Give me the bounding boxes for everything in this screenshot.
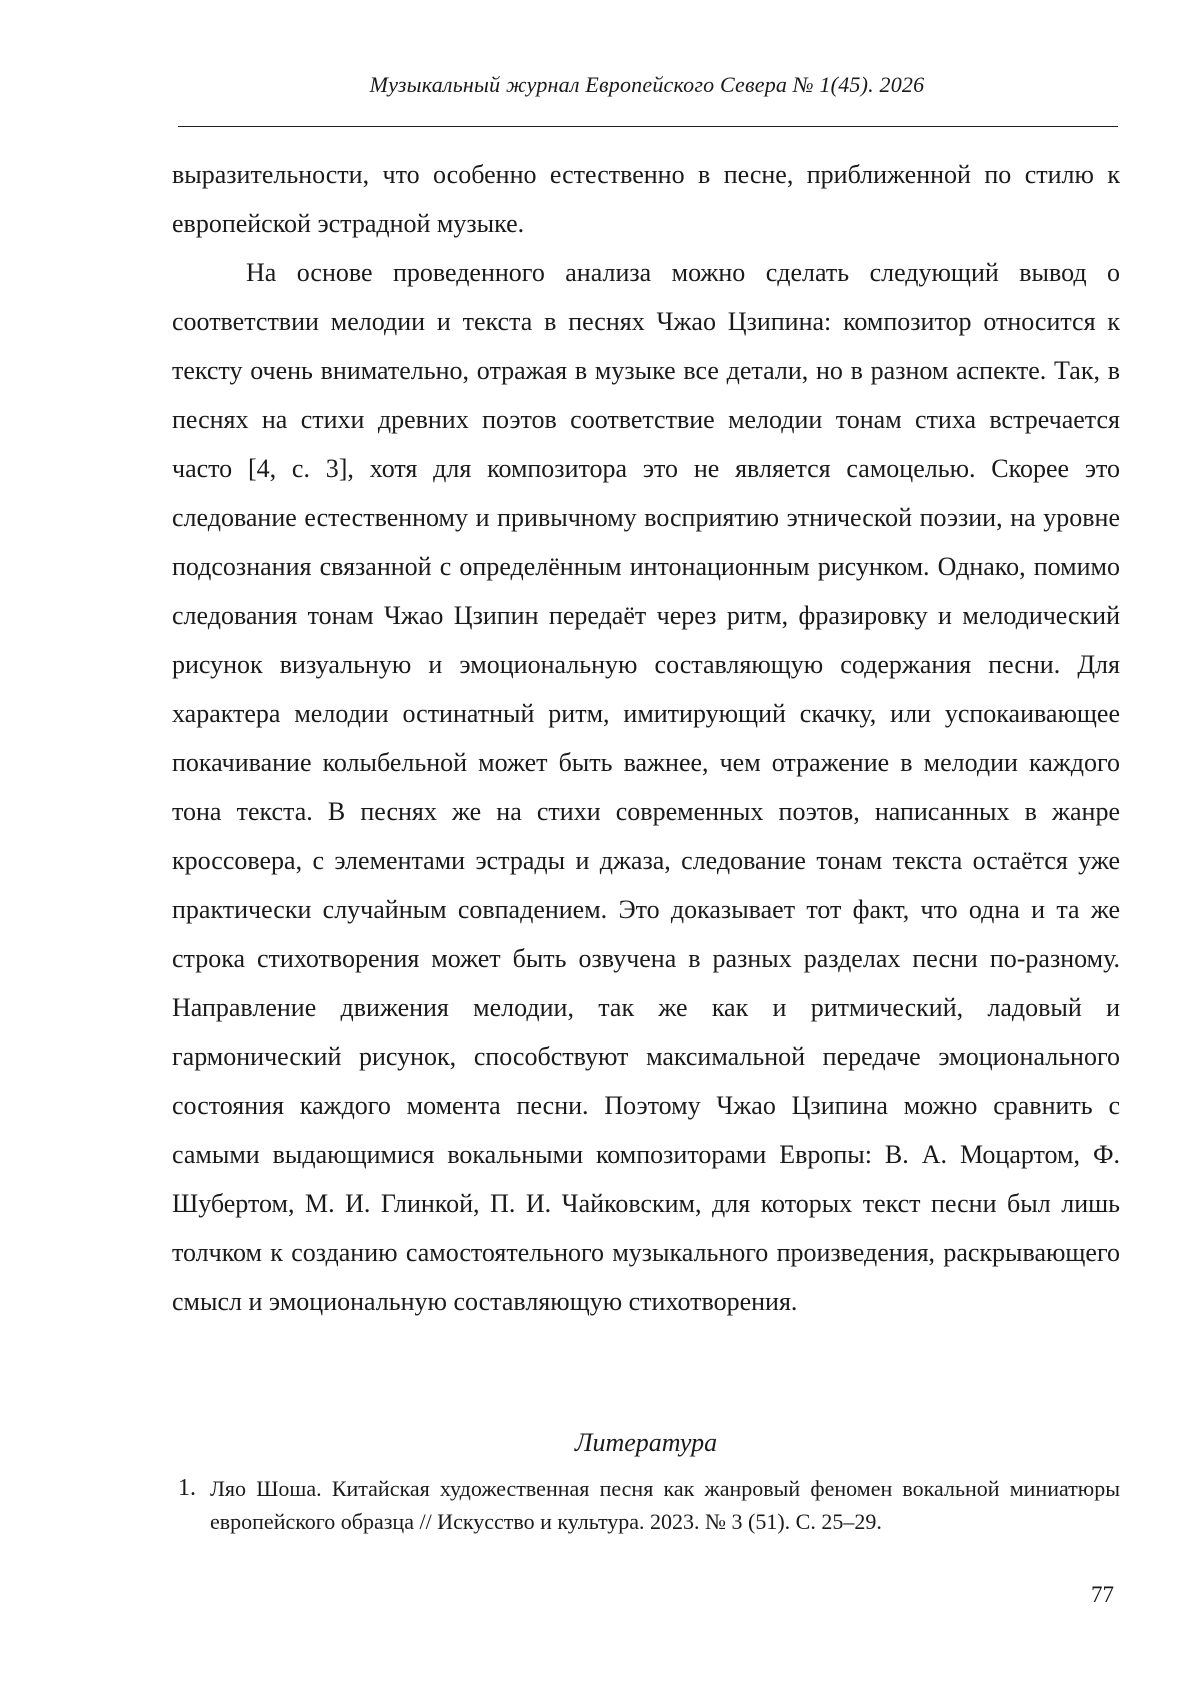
- article-body: [172, 150, 1120, 1326]
- body-paragraph-conclusion: На основе проведенного анализа можно сделать следующий вывод о соответствии мелодии и текста в песнях Чжао Цзипина: композитор относится к тексту очень внимательно, отражая в музыке все детали, но в разном аспекте. Так, в песнях на стихи древних поэтов соответствие мелодии тонам стиха встречается часто [4, с. 3], хотя для композитора это не является самоцелью. Скорее это следование естественному и привычному восприятию этнической поэзии, на уровне подсознания связанной с определённым интонационным рисунком. Однако, помимо следования тонам Чжао Цзипин передаёт через ритм, фразировку и мелодический рисунок визуальную и эмоциональную составляющую содержания песни. Для характера мелодии остинатный ритм, имитирующий скачку, или успокаивающее покачивание колыбельной может быть важнее, чем отражение в мелодии каждого тона текста. В песнях же на стихи современных поэтов, написанных в жанре кроссовера, с элементами эстрады и джаза, следование тонам текста остаётся уже практически случайным совпадением. Это доказывает тот факт, что одна и та же строка стихотворения может быть озвучена в разных разделах песни по-разному. Направление движения мелодии, так же как и ритмический, ладовый и гармонический рисунок, способствуют максимальной передаче эмоционального состояния каждого момента песни. Поэтому Чжао Цзипина можно сравнить с самыми выдающимися вокальными композиторами Европы: В. А. Моцартом, Ф. Шубертом, М. И. Глинкой, П. И. Чайковским, для которых текст песни был лишь толчком к созданию самостоятельного музыкального произведения, раскрывающего смысл и эмоциональную составляющую стихотворения.: [172, 258, 1120, 1316]
- body-paragraph-continuation: выразительности, что особенно естественно в песне, приближенной по стилю к европейской эстрадной музыке.: [172, 160, 1120, 238]
- reference-item: [172, 1472, 1120, 1538]
- reference-text: Ляо Шоша. Китайская художественная песня как жанровый феномен вокальной миниатюры европейского образца // Искусство и культура. 2023. № 3 (51). С. 25–29.: [210, 1476, 1120, 1534]
- reference-number: 1.: [178, 1475, 196, 1501]
- references-heading: Литература: [574, 1428, 718, 1457]
- references-list: [172, 1472, 1120, 1538]
- page-number: 77: [1091, 1582, 1114, 1607]
- header-divider: [178, 126, 1118, 127]
- journal-running-header: Музыкальный журнал Европейского Севера № 1(45). 2026: [369, 72, 925, 97]
